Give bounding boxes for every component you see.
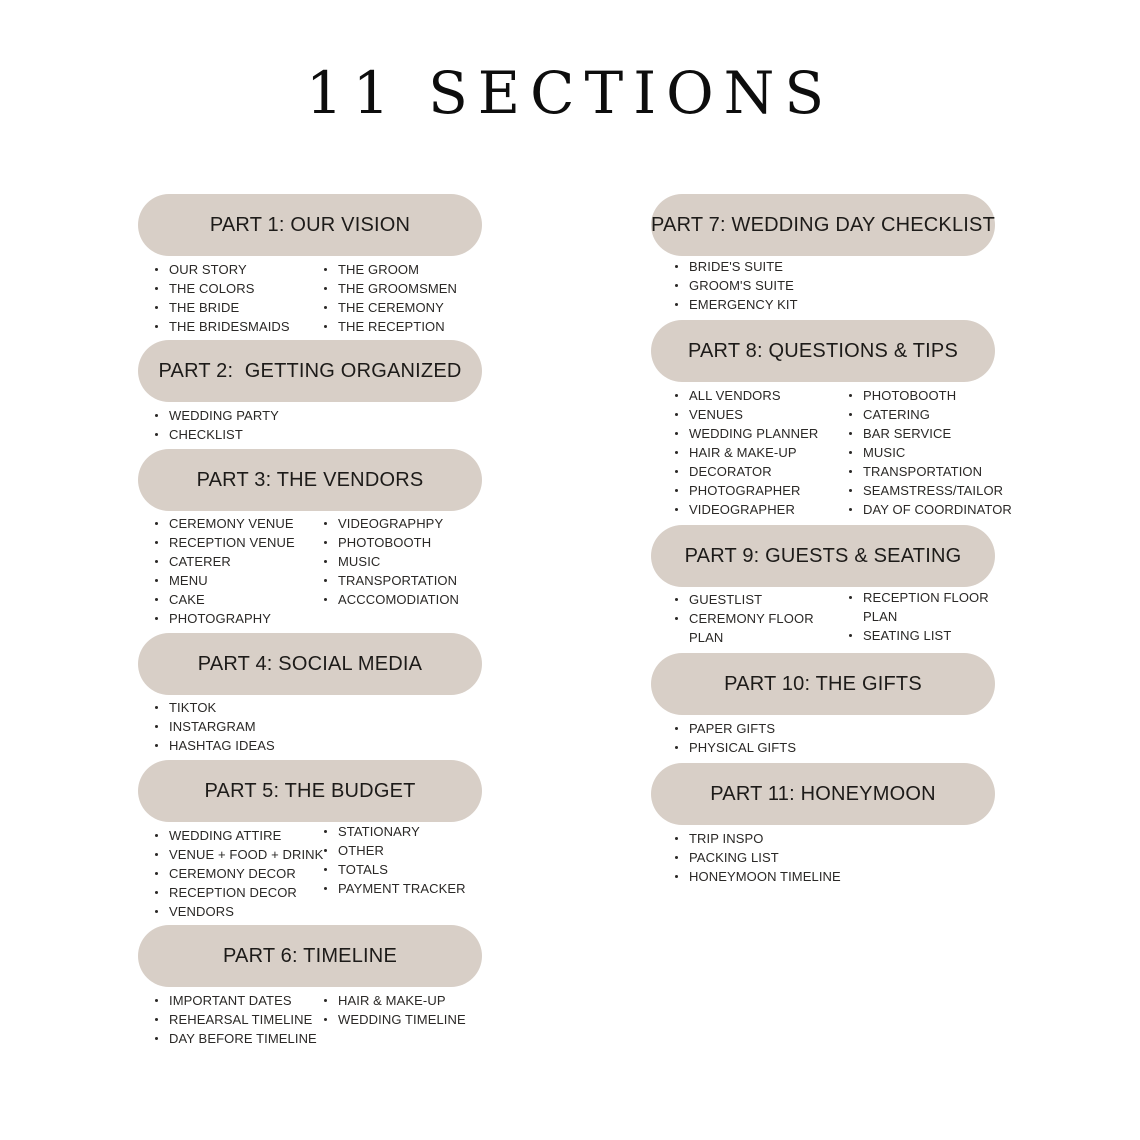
list-item: MUSIC <box>847 443 1012 462</box>
list-item: BRIDE'S SUITE <box>673 257 798 276</box>
section-9-list-a <box>673 590 829 647</box>
list-item: TRANSPORTATION <box>847 462 1012 481</box>
list-item: VIDEOGRAPHPY <box>322 514 459 533</box>
list-item: OUR STORY <box>153 260 290 279</box>
section-10-header: PART 10: THE GIFTS <box>651 653 995 715</box>
section-3-list-a <box>153 514 295 628</box>
list-item: PHOTOBOOTH <box>322 533 459 552</box>
list-item: OTHER <box>322 841 466 860</box>
list-item: HONEYMOON TIMELINE <box>673 867 841 886</box>
section-7-list-a <box>673 257 798 314</box>
list-item: SEAMSTRESS/TAILOR <box>847 481 1012 500</box>
section-8-list-a <box>673 386 818 519</box>
list-item: GROOM'S SUITE <box>673 276 798 295</box>
section-10-list-a <box>673 719 796 757</box>
section-6-list-a <box>153 991 317 1048</box>
list-item: PHOTOGRAPHY <box>153 609 295 628</box>
list-item: PAPER GIFTS <box>673 719 796 738</box>
list-item: CEREMONY FLOOR PLAN <box>673 609 829 647</box>
list-item: STATIONARY <box>322 822 466 841</box>
list-item: PHYSICAL GIFTS <box>673 738 796 757</box>
list-item: DECORATOR <box>673 462 818 481</box>
list-item: HAIR & MAKE-UP <box>673 443 818 462</box>
list-item: THE COLORS <box>153 279 290 298</box>
list-item: THE CEREMONY <box>322 298 457 317</box>
section-6-header: PART 6: TIMELINE <box>138 925 482 987</box>
list-item: IMPORTANT DATES <box>153 991 317 1010</box>
list-item: PACKING LIST <box>673 848 841 867</box>
list-item: PHOTOBOOTH <box>847 386 1012 405</box>
list-item: CHECKLIST <box>153 425 279 444</box>
page-title: 11 SECTIONS <box>305 59 835 127</box>
section-8-header: PART 8: QUESTIONS & TIPS <box>651 320 995 382</box>
list-item: CEREMONY DECOR <box>153 864 323 883</box>
list-item: DAY BEFORE TIMELINE <box>153 1029 317 1048</box>
list-item: RECEPTION VENUE <box>153 533 295 552</box>
list-item: CEREMONY VENUE <box>153 514 295 533</box>
section-9-header: PART 9: GUESTS & SEATING <box>651 525 995 587</box>
list-item: SEATING LIST <box>847 626 1003 645</box>
list-item: PHOTOGRAPHER <box>673 481 818 500</box>
list-item: ALL VENDORS <box>673 386 818 405</box>
list-item: EMERGENCY KIT <box>673 295 798 314</box>
list-item: TRIP INSPO <box>673 829 841 848</box>
list-item: RECEPTION FLOOR PLAN <box>847 588 1003 626</box>
section-11-header: PART 11: HONEYMOON <box>651 763 995 825</box>
list-item: REHEARSAL TIMELINE <box>153 1010 317 1029</box>
list-item: TIKTOK <box>153 698 275 717</box>
list-item: GUESTLIST <box>673 590 829 609</box>
list-item: WEDDING TIMELINE <box>322 1010 466 1029</box>
list-item: DAY OF COORDINATOR <box>847 500 1012 519</box>
section-5-list-b <box>322 822 466 898</box>
section-9-list-b <box>847 588 1003 645</box>
list-item: VIDEOGRAPHER <box>673 500 818 519</box>
section-1-header: PART 1: OUR VISION <box>138 194 482 256</box>
list-item: THE RECEPTION <box>322 317 457 336</box>
list-item: INSTARGRAM <box>153 717 275 736</box>
list-item: CAKE <box>153 590 295 609</box>
list-item: BAR SERVICE <box>847 424 1012 443</box>
section-3-list-b <box>322 514 459 609</box>
section-8-list-b <box>847 386 1012 519</box>
list-item: TRANSPORTATION <box>322 571 459 590</box>
section-5-list-a <box>153 826 323 921</box>
section-4-list-a <box>153 698 275 755</box>
section-1-list-b <box>322 260 457 336</box>
list-item: THE GROOMSMEN <box>322 279 457 298</box>
list-item: CATERING <box>847 405 1012 424</box>
section-1-list-a <box>153 260 290 336</box>
section-2-list-a <box>153 406 279 444</box>
section-7-header: PART 7: WEDDING DAY CHECKLIST <box>651 194 995 256</box>
list-item: THE GROOM <box>322 260 457 279</box>
list-item: WEDDING PLANNER <box>673 424 818 443</box>
list-item: THE BRIDESMAIDS <box>153 317 290 336</box>
list-item: HAIR & MAKE-UP <box>322 991 466 1010</box>
section-4-header: PART 4: SOCIAL MEDIA <box>138 633 482 695</box>
section-6-list-b <box>322 991 466 1029</box>
section-5-header: PART 5: THE BUDGET <box>138 760 482 822</box>
list-item: THE BRIDE <box>153 298 290 317</box>
list-item: PAYMENT TRACKER <box>322 879 466 898</box>
list-item: TOTALS <box>322 860 466 879</box>
list-item: VENDORS <box>153 902 323 921</box>
list-item: CATERER <box>153 552 295 571</box>
list-item: VENUES <box>673 405 818 424</box>
list-item: WEDDING ATTIRE <box>153 826 323 845</box>
list-item: RECEPTION DECOR <box>153 883 323 902</box>
list-item: ACCCOMODIATION <box>322 590 459 609</box>
list-item: HASHTAG IDEAS <box>153 736 275 755</box>
section-2-header: PART 2: GETTING ORGANIZED <box>138 340 482 402</box>
list-item: MUSIC <box>322 552 459 571</box>
list-item: WEDDING PARTY <box>153 406 279 425</box>
list-item: VENUE + FOOD + DRINK <box>153 845 323 864</box>
section-3-header: PART 3: THE VENDORS <box>138 449 482 511</box>
section-11-list-a <box>673 829 841 886</box>
list-item: MENU <box>153 571 295 590</box>
